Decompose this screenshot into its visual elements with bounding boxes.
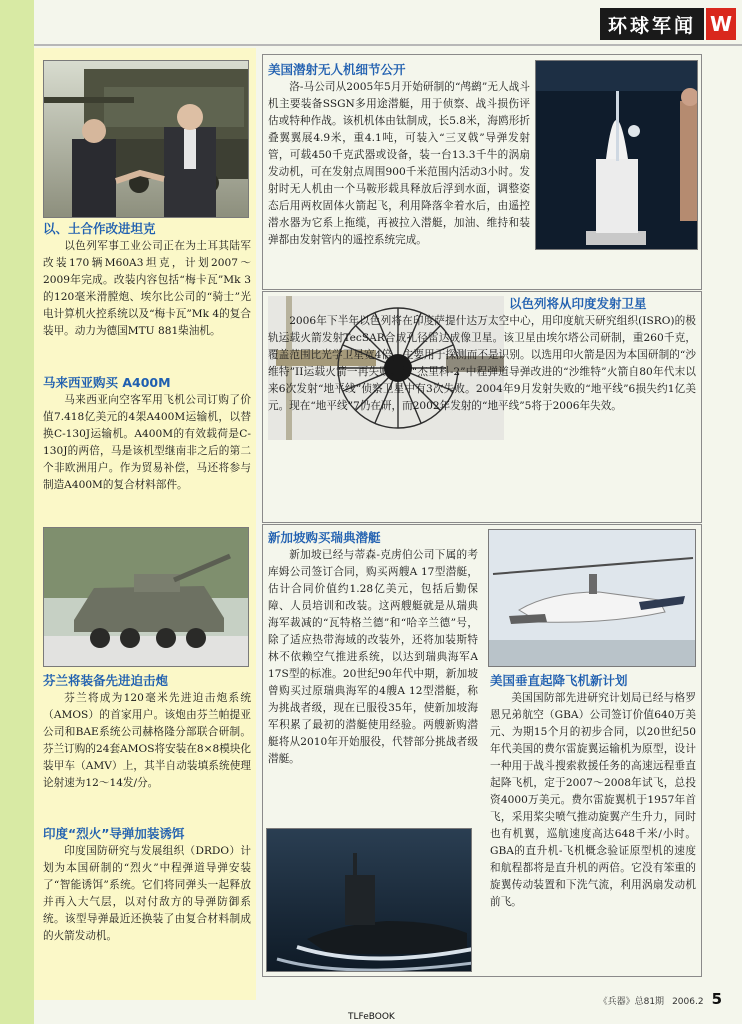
submarine-photo-image (267, 829, 472, 972)
page-footer (599, 990, 722, 1008)
article-body-uav-tail (268, 253, 698, 287)
article-body-amos: 芬兰将成为120毫米先进迫击炮系统（AMOS）的首家用户。该炮由芬兰帕提亚公司和BAE系统公司赫格隆分部联合研制。芬兰订购的24套AMOS将安装在8×8模块化装甲车（AMV）上，其半自动装填系统使理论射速为12～14发/分。 (43, 692, 251, 789)
article-title-a400m: 马来西亚购买 A400M (43, 375, 171, 390)
tank-photo-image (44, 61, 249, 218)
article-body-tank: 以色列军事工业公司正在为土耳其陆军改装170辆M60A3坦克，计划2007～2009年完成。改装内容包括“梅卡瓦”Mk 3的120毫米滑膛炮、埃尔比公司的“骑士”光电计算机火控系统以及“梅卡瓦”Mk 4的复合装甲。动力为德国MTU 881柴油机。 (43, 240, 251, 337)
submarine-photo (266, 828, 472, 972)
amos-photo-image (44, 528, 249, 667)
left-margin-strip (0, 0, 34, 1024)
section-badge: W (706, 8, 736, 40)
article-title-vtol: 美国垂直起降飞机新计划 (490, 673, 628, 688)
scan-credit: TLFeBOOK (348, 1012, 395, 1022)
article-title-satellite: 以色列将从印度发射卫星 (509, 296, 647, 311)
article-title-uav: 美国潜射无人机细节公开 (268, 62, 406, 77)
article-body-nag: 印度国防研究与发展组织（DRDO）计划为本国研制的“烈火”中程弹道导弹安装了“智能诱饵”系统。它们将同弹头一起释放并再入大气层，以对付敌方的导弹防御系统。该型导弹最近还换装了由复合材料制成的火箭发动机。 (43, 845, 251, 942)
article-title-nag: 印度“烈火”导弹加装诱饵 (43, 826, 185, 841)
page-number: 5 (711, 990, 722, 1008)
footer-magazine: 《兵器》总81期 (598, 997, 665, 1007)
article-title-tank: 以、土合作改进坦克 (43, 221, 156, 236)
section-header (600, 8, 736, 40)
article-title-amos: 芬兰将装备先进迫击炮 (43, 673, 169, 688)
footer-date: 2006.2 (672, 997, 704, 1007)
section-title: 环球军闻 (600, 8, 704, 40)
rotorcraft-photo (488, 529, 696, 667)
article-body-a400m: 马来西亚向空客军用飞机公司订购了价值7.418亿美元的4架A400M运输机，以替换C-130J运输机。A400M的有效载荷是C-130J的两倍，马是该机型继南非之后的第二个非欧洲用户。作为贸易补偿，马还将参与制造A400M的复合材料部件。 (43, 394, 251, 491)
uav-photo (535, 60, 698, 250)
article-body-vtol: 美国国防部先进研究计划局已经与格罗恩兄弟航空（GBA）公司签订价值640万美元、为期15个月的初步合同，以20世纪50年代美国的费尔雷旋翼运输机为原型，设计一种用于战斗搜索救援任务的高速远程垂直起降飞机，定于2007～2008年试飞，总投资4000万美元。费尔雷旋翼机于1957年首飞，采用桨尖喷气推动旋翼产生升力，同时也有机翼，巡航速度高达648千米/小时。GBA的直升机-飞机概念验证原型机的速度和航程都将是直升机的两倍。它没有笨重的旋翼传动装置和下洗气流，利用涡扇发动机前飞。 (490, 692, 696, 908)
article-body-satellite: 2006年下半年以色列将在印度萨提什达万太空中心，用印度航天研究组织(ISRO)的极轨运载火箭发射TecSAR合成孔径雷达成像卫星。该卫星由埃尔塔公司研制，重260千克，覆盖范围比光学卫星宽4倍，主要用于探测而不是识别。以选用印火箭是因为本国研制的“沙维特”II运载火箭一再失败。用“杰里科-2”中程弹道导弹改进的“沙维特”火箭自80年代末以来6次发射“地平线”侦察卫星中有3次失败。2004年9月发射失败的“地平线”6损失约1亿美元。现在“地平线”7仍在研，而2002年发射的“地平线”5将于2006年失效。 (268, 315, 696, 412)
header-rule (34, 44, 742, 46)
article-body-uav-column: 洛-马公司从2005年5月开始研制的“鸬鹚”无人战斗机主要装备SSGN多用途潜艇，用于侦察、战斗损伤评估或特种作战。该机机体由钛制成，长5.8米，海鸥形折叠翼翼展4.9米，重4.1吨，可装入“三叉戟”导弹发射管，可载450千克武器或设备，装一台13.3千牛的涡扇发动机，可在发射点周围900千米范围内活动3小时。发射时无人机由一个马鞍形载具释放后浮到水面，调整姿态后用两枚固体火箭起飞，利用降落伞着水后，由遥控潜水器为它系上拖缆，再被拉入潜艇，加油、维持和装弹都由发射管内的遥控系统完成。 (268, 81, 530, 246)
tank-photo (43, 60, 249, 218)
rotorcraft-photo-image (489, 530, 696, 667)
article-body-submarine: 新加坡已经与蒂森-克虏伯公司下属的考库姆公司签订合同，购买两艘A 17型潜艇，估计合同价值约1.28亿美元，包括后勤保障、人员培训和改装。这两艘艇就是从瑞典海军裁减的“瓦特格兰德”和“哈辛兰德”号，除了适应热带海域的改装外，还将加装斯特林不依赖空气推进系统，以达到瑞典海军A 17S型的标准。20世纪90年代中期，新加坡曾购买过原瑞典海军的4艘A 12型潜艇，称为挑战者级，现在已服役35年，使新加坡海军积累了最初的潜艇使用经验。两艘新购潜艇将从2010年开始服役，代替部分挑战者级潜艇。 (268, 549, 478, 765)
uav-photo-image (536, 61, 698, 250)
article-title-submarine: 新加坡购买瑞典潜艇 (268, 530, 381, 545)
amos-photo (43, 527, 249, 667)
